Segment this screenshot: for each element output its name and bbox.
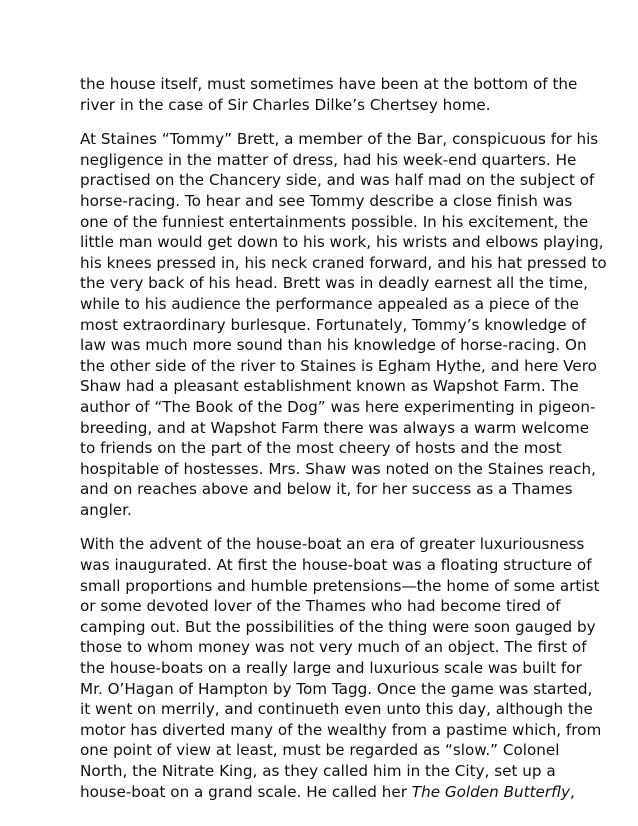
- text-line: or some devoted lover of the Thames who had become tired of: [80, 597, 561, 616]
- text-line: to friends on the part of the most cheery of hosts and the most: [80, 439, 562, 458]
- text-line: those to whom money was not very much of an object. The first of: [80, 638, 587, 657]
- text-line: breeding, and at Wapshot Farm there was always a warm welcome: [80, 418, 590, 437]
- text-line: the house itself, must sometimes have been at the bottom of the: [80, 75, 578, 93]
- text-line: negligence in the matter of dress, had his week-end quarters. He: [80, 150, 577, 169]
- text-line: most extraordinary burlesque. Fortunately, Tommy’s knowledge of: [80, 315, 587, 334]
- text-line: river in the case of Sir Charles Dilke’s Chertsey home.: [80, 95, 491, 114]
- paragraph-2: [80, 129, 607, 520]
- text-line: practised on the Chancery side, and was half mad on the subject of: [80, 171, 595, 190]
- text-line: hospitable of hostesses. Mrs. Shaw was noted on the Staines reach,: [80, 459, 596, 478]
- italic-title: The Golden Butterfly: [411, 782, 570, 801]
- text-line: was inaugurated. At first the house-boat was a floating structure of: [80, 556, 592, 575]
- text-line: camping out. But the possibilities of the thing were soon gauged by: [80, 617, 596, 636]
- text-line: one of the funniest entertainments possible. In his excitement, the: [80, 212, 589, 231]
- text-line: author of “The Book of the Dog” was here experimenting in pigeon-: [80, 397, 596, 416]
- text-line-last: [80, 782, 576, 803]
- text-line: angler.: [80, 500, 132, 519]
- text-line: little man would get down to his work, his wrists and elbows playing,: [80, 233, 604, 252]
- paragraph-3: [80, 534, 602, 802]
- text-segment: house-boat on a grand scale. He called her: [80, 782, 412, 801]
- text-line: At Staines “Tommy” Brett, a member of the Bar, conspicuous for his: [80, 130, 599, 149]
- text-segment: ,: [569, 782, 575, 801]
- text-line: With the advent of the house-boat an era of greater luxuriousness: [80, 535, 585, 554]
- text-line: one point of view at least, must be regarded as “slow.” Colonel: [80, 741, 560, 760]
- text-line: the very back of his head. Brett was in deadly earnest all the time,: [80, 274, 588, 293]
- paragraph-1: [80, 74, 576, 115]
- text-line: small proportions and humble pretensions—the home of some artist: [80, 576, 600, 595]
- text-line: Shaw had a pleasant establishment known as Wapshot Farm. The: [80, 377, 579, 396]
- text-line: while to his audience the performance appealed as a piece of the: [80, 294, 580, 313]
- text-line: it went on merrily, and continueth even unto this day, although the: [80, 700, 593, 719]
- text-line: and on reaches above and below it, for her success as a Thames: [80, 480, 573, 499]
- text-line: his knees pressed in, his neck craned forward, and his hat pressed to: [80, 253, 607, 272]
- text-line: law was much more sound than his knowledge of horse-racing. On: [80, 336, 587, 355]
- text-line: motor has diverted many of the wealthy from a pastime which, from: [80, 720, 602, 739]
- text-line: the house-boats on a really large and luxurious scale was built for: [80, 659, 582, 678]
- text-line: horse-racing. To hear and see Tommy describe a close finish was: [80, 191, 573, 210]
- text-line: the other side of the river to Staines is Egham Hythe, and here Vero: [80, 356, 597, 375]
- text-line: North, the Nitrate King, as they called him in the City, set up a: [80, 762, 556, 780]
- text-line: Mr. O’Hagan of Hampton by Tom Tagg. Once the game was started,: [80, 679, 593, 698]
